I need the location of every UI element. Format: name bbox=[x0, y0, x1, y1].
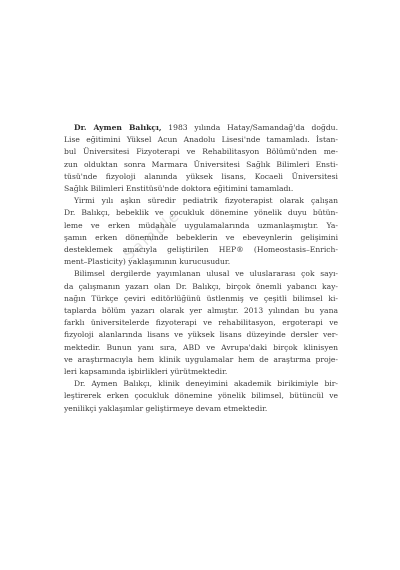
bio-line: leme ve erken müdahale uygulamalarında uzmanlaşmıştır. Ya- bbox=[64, 220, 338, 230]
bio-line: Lise eğitimini Yüksel Acun Anadolu Lisesi'nde tamamladı. İstan- bbox=[64, 135, 338, 145]
bio-paragraph-1 bbox=[64, 122, 338, 195]
bio-line: da çalışmanın yazarı olan Dr. Balıkçı, birçok önemli yabancı kay- bbox=[64, 281, 338, 291]
bio-line: bul Üniversitesi Fizyoterapi ve Rehabilitasyon Bölümü'nden me- bbox=[64, 147, 338, 157]
bio-line: yenilikçi yaklaşımlar geliştirmeye devam etmektedir. bbox=[64, 403, 268, 413]
bio-line: farklı üniversitelerde fizyoterapi ve rehabilitasyon, ergoterapi ve bbox=[64, 318, 338, 328]
bio-paragraph-2 bbox=[64, 195, 338, 268]
bio-line: şamın erken döneminde bebeklerin ve ebeveynlerin gelişimini bbox=[64, 232, 338, 242]
bio-line: desteklemek amacıyla geliştirilen HEP® (Homeostasis–Enrich- bbox=[64, 245, 338, 255]
bio-line: leştirerek erken çocukluk dönemine yönelik bilimsel, bütüncül ve bbox=[64, 391, 338, 401]
bio-line: Dr. Balıkçı, bebeklik ve çocukluk dönemine yönelik duyu bütün- bbox=[64, 208, 338, 218]
bio-line: mektedir. Bunun yanı sıra, ABD ve Avrupa'daki birçok klinisyen bbox=[64, 342, 338, 352]
watermark: Sample bbox=[120, 206, 184, 264]
bio-line: Bilimsel dergilerde yayımlanan ulusal ve uluslararası çok sayı- bbox=[74, 269, 338, 279]
bio-line: ment–Plasticity) yaklaşımının kurucusudur. bbox=[64, 257, 231, 267]
author-bio bbox=[64, 122, 338, 415]
bio-line: Sağlık Bilimleri Enstitüsü'nde doktora eğitimini tamamladı. bbox=[64, 184, 294, 194]
author-name: Dr. Aymen Balıkçı, bbox=[74, 123, 162, 132]
bio-line: nağın Türkçe çeviri editörlüğünü üstlenmiş ve çeşitli bilimsel ki- bbox=[64, 293, 338, 303]
bio-line: leri kapsamında işbirlikleri yürütmektedir. bbox=[64, 367, 228, 377]
bio-line: Dr. Aymen Balıkçı, klinik deneyimini akademik birikimiyle bir- bbox=[74, 379, 338, 389]
bio-paragraph-4 bbox=[64, 378, 338, 415]
bio-line: tüsü'nde fizyoloji alanında yüksek lisans, Kocaeli Üniversitesi bbox=[64, 171, 338, 181]
bio-line: Yirmi yılı aşkın süredir pediatrik fizyoterapist olarak çalışan bbox=[74, 196, 338, 206]
bio-line: taplarda bölüm yazarı olarak yer almıştır. 2013 yılından bu yana bbox=[64, 306, 338, 316]
bio-paragraph-3 bbox=[64, 268, 338, 378]
bio-line bbox=[64, 122, 338, 134]
bio-line-text: 1983 yılında Hatay/Samandağ'da doğdu. bbox=[161, 123, 338, 132]
bio-line: zun olduktan sonra Marmara Üniversitesi Sağlık Bilimleri Ensti- bbox=[64, 159, 338, 169]
bio-line: fizyoloji alanlarında lisans ve yüksek lisans düzeyinde dersler ver- bbox=[64, 330, 338, 340]
bio-line: ve araştırmacıyla hem klinik uygulamalar hem de araştırma proje- bbox=[64, 354, 338, 364]
